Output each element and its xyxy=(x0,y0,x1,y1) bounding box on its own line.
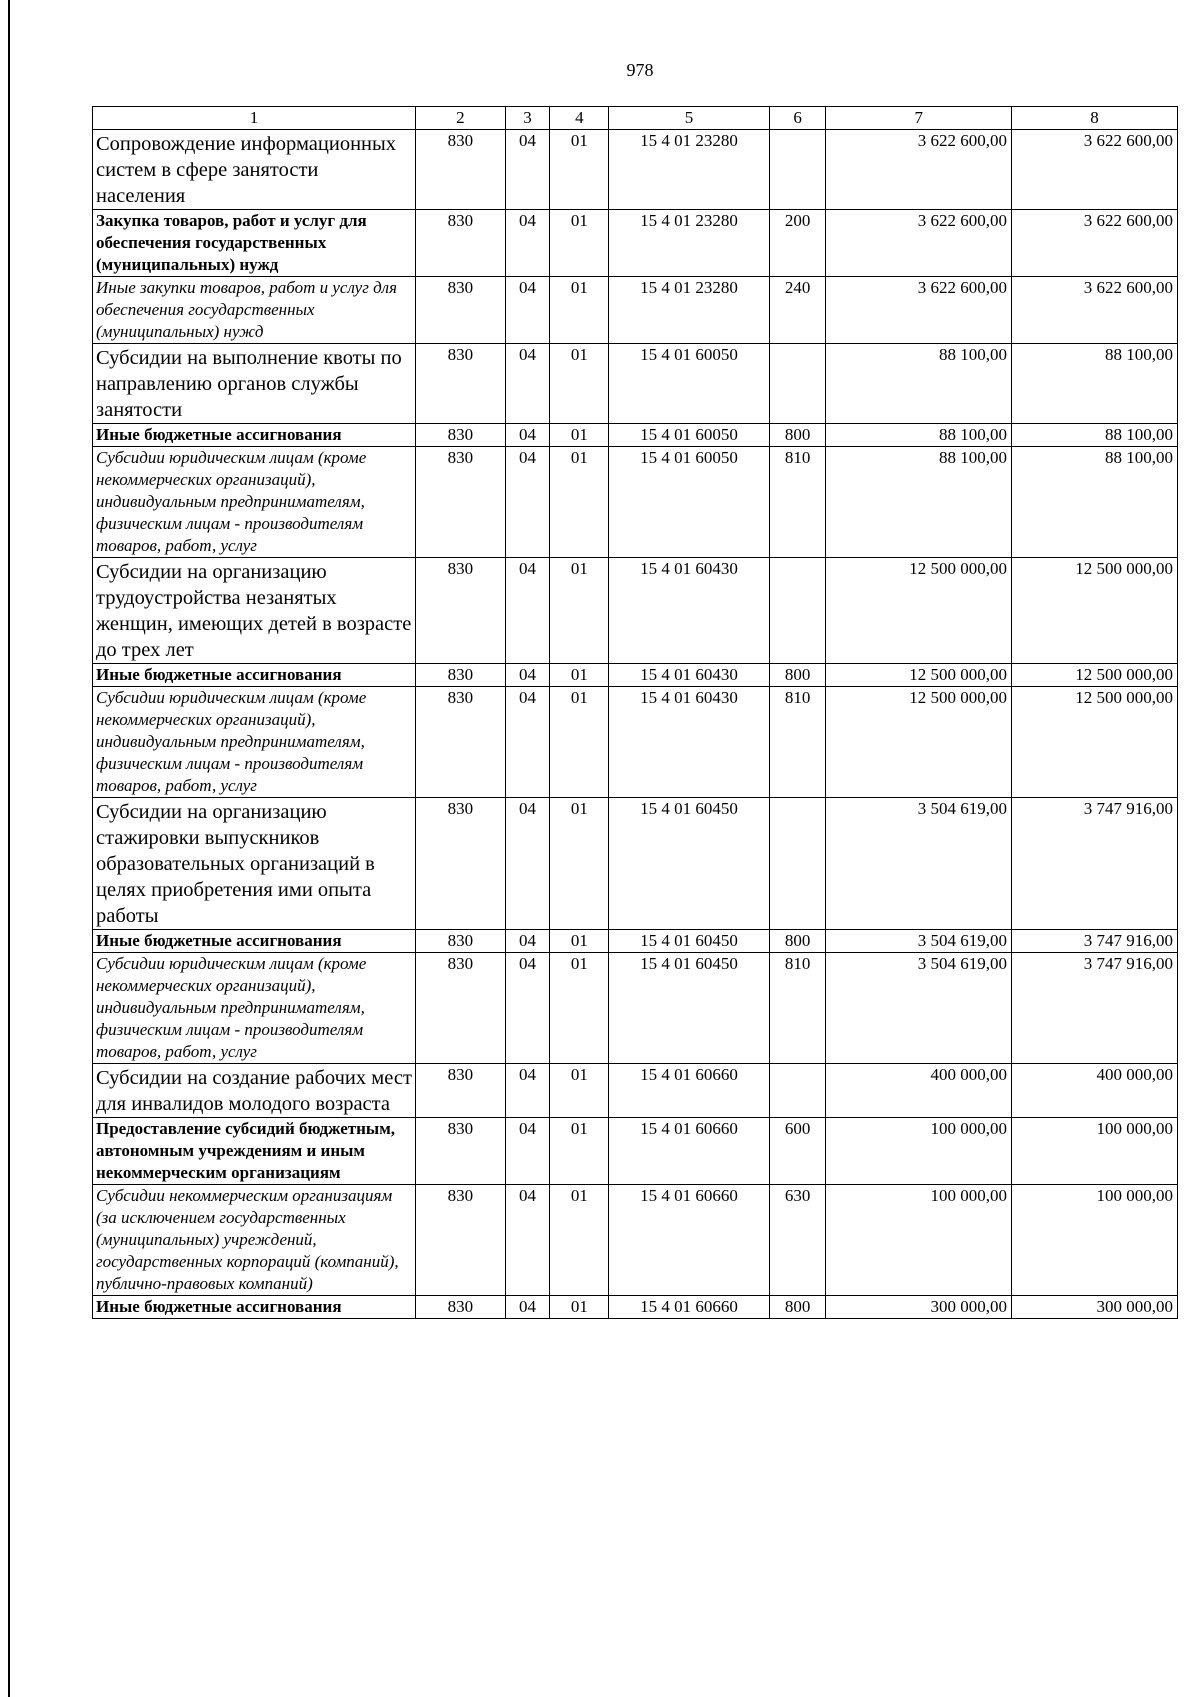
section-cell: 04 xyxy=(505,1118,550,1185)
table-row xyxy=(93,1118,1178,1185)
amount-year1-cell: 12 500 000,00 xyxy=(826,687,1012,798)
ministry-code-cell: 830 xyxy=(416,953,506,1064)
expense-type-cell: 800 xyxy=(769,424,826,447)
target-article-cell: 15 4 01 60050 xyxy=(609,424,769,447)
expense-type-cell: 810 xyxy=(769,447,826,558)
amount-year1-cell: 3 504 619,00 xyxy=(826,798,1012,930)
header-cell: 4 xyxy=(550,107,609,130)
amount-year1-cell: 88 100,00 xyxy=(826,424,1012,447)
expense-type-cell xyxy=(769,344,826,424)
amount-year1-cell: 100 000,00 xyxy=(826,1118,1012,1185)
amount-year2-cell: 3 622 600,00 xyxy=(1012,130,1178,210)
amount-year2-cell: 3 747 916,00 xyxy=(1012,930,1178,953)
subsection-cell: 01 xyxy=(550,130,609,210)
section-cell: 04 xyxy=(505,798,550,930)
amount-year1-cell: 3 504 619,00 xyxy=(826,930,1012,953)
section-cell: 04 xyxy=(505,1064,550,1118)
ministry-code-cell: 830 xyxy=(416,130,506,210)
target-article-cell: 15 4 01 60050 xyxy=(609,447,769,558)
header-cell: 5 xyxy=(609,107,769,130)
header-cell: 1 xyxy=(93,107,416,130)
section-cell: 04 xyxy=(505,1185,550,1296)
amount-year1-cell: 3 622 600,00 xyxy=(826,277,1012,344)
target-article-cell: 15 4 01 23280 xyxy=(609,277,769,344)
section-cell: 04 xyxy=(505,687,550,798)
table-row xyxy=(93,1064,1178,1118)
row-name-cell: Субсидии на выполнение квоты по направлению органов службы занятости xyxy=(93,344,416,424)
section-cell: 04 xyxy=(505,130,550,210)
table-row xyxy=(93,1296,1178,1319)
expense-type-cell xyxy=(769,798,826,930)
expense-type-cell: 800 xyxy=(769,930,826,953)
subsection-cell: 01 xyxy=(550,1064,609,1118)
expense-type-cell: 240 xyxy=(769,277,826,344)
amount-year2-cell: 300 000,00 xyxy=(1012,1296,1178,1319)
amount-year1-cell: 400 000,00 xyxy=(826,1064,1012,1118)
ministry-code-cell: 830 xyxy=(416,687,506,798)
amount-year2-cell: 88 100,00 xyxy=(1012,424,1178,447)
section-cell: 04 xyxy=(505,1296,550,1319)
subsection-cell: 01 xyxy=(550,930,609,953)
row-name-cell: Субсидии юридическим лицам (кроме некоммерческих организаций), индивидуальным предпринимателям, физическим лицам - производителям товаров, работ, услуг xyxy=(93,687,416,798)
subsection-cell: 01 xyxy=(550,277,609,344)
amount-year1-cell: 88 100,00 xyxy=(826,447,1012,558)
ministry-code-cell: 830 xyxy=(416,447,506,558)
subsection-cell: 01 xyxy=(550,447,609,558)
amount-year2-cell: 88 100,00 xyxy=(1012,447,1178,558)
expense-type-cell: 200 xyxy=(769,210,826,277)
amount-year2-cell: 100 000,00 xyxy=(1012,1118,1178,1185)
header-cell: 6 xyxy=(769,107,826,130)
ministry-code-cell: 830 xyxy=(416,930,506,953)
ministry-code-cell: 830 xyxy=(416,344,506,424)
expense-type-cell xyxy=(769,1064,826,1118)
amount-year1-cell: 300 000,00 xyxy=(826,1296,1012,1319)
target-article-cell: 15 4 01 60430 xyxy=(609,558,769,664)
row-name-cell: Иные бюджетные ассигнования xyxy=(93,930,416,953)
table-row xyxy=(93,1185,1178,1296)
table-row xyxy=(93,558,1178,664)
amount-year1-cell: 12 500 000,00 xyxy=(826,558,1012,664)
amount-year2-cell: 100 000,00 xyxy=(1012,1185,1178,1296)
row-name-cell: Субсидии на создание рабочих мест для инвалидов молодого возраста xyxy=(93,1064,416,1118)
section-cell: 04 xyxy=(505,277,550,344)
target-article-cell: 15 4 01 23280 xyxy=(609,210,769,277)
row-name-cell: Субсидии юридическим лицам (кроме некоммерческих организаций), индивидуальным предпринимателям, физическим лицам - производителям товаров, работ, услуг xyxy=(93,953,416,1064)
target-article-cell: 15 4 01 60450 xyxy=(609,930,769,953)
row-name-cell: Иные бюджетные ассигнования xyxy=(93,1296,416,1319)
target-article-cell: 15 4 01 60430 xyxy=(609,687,769,798)
table-row xyxy=(93,344,1178,424)
amount-year2-cell: 3 622 600,00 xyxy=(1012,210,1178,277)
row-name-cell: Субсидии на организацию стажировки выпускников образовательных организаций в целях приобретения ими опыта работы xyxy=(93,798,416,930)
budget-table xyxy=(92,106,1178,1319)
header-cell: 2 xyxy=(416,107,506,130)
ministry-code-cell: 830 xyxy=(416,210,506,277)
subsection-cell: 01 xyxy=(550,1296,609,1319)
amount-year1-cell: 12 500 000,00 xyxy=(826,664,1012,687)
target-article-cell: 15 4 01 60660 xyxy=(609,1064,769,1118)
table-header-row xyxy=(93,107,1178,130)
subsection-cell: 01 xyxy=(550,210,609,277)
target-article-cell: 15 4 01 60450 xyxy=(609,953,769,1064)
target-article-cell: 15 4 01 60660 xyxy=(609,1185,769,1296)
amount-year1-cell: 3 504 619,00 xyxy=(826,953,1012,1064)
amount-year2-cell: 88 100,00 xyxy=(1012,344,1178,424)
ministry-code-cell: 830 xyxy=(416,798,506,930)
ministry-code-cell: 830 xyxy=(416,1118,506,1185)
amount-year1-cell: 88 100,00 xyxy=(826,344,1012,424)
amount-year2-cell: 3 747 916,00 xyxy=(1012,953,1178,1064)
expense-type-cell: 810 xyxy=(769,687,826,798)
header-cell: 3 xyxy=(505,107,550,130)
subsection-cell: 01 xyxy=(550,344,609,424)
expense-type-cell: 600 xyxy=(769,1118,826,1185)
expense-type-cell xyxy=(769,558,826,664)
amount-year1-cell: 3 622 600,00 xyxy=(826,130,1012,210)
table-row xyxy=(93,210,1178,277)
expense-type-cell xyxy=(769,130,826,210)
table-row xyxy=(93,664,1178,687)
amount-year2-cell: 3 747 916,00 xyxy=(1012,798,1178,930)
row-name-cell: Закупка товаров, работ и услуг для обеспечения государственных (муниципальных) нужд xyxy=(93,210,416,277)
target-article-cell: 15 4 01 60430 xyxy=(609,664,769,687)
page-number: 978 xyxy=(626,60,654,80)
ministry-code-cell: 830 xyxy=(416,1296,506,1319)
row-name-cell: Иные закупки товаров, работ и услуг для обеспечения государственных (муниципальных) нужд xyxy=(93,277,416,344)
section-cell: 04 xyxy=(505,447,550,558)
section-cell: 04 xyxy=(505,953,550,1064)
section-cell: 04 xyxy=(505,344,550,424)
target-article-cell: 15 4 01 23280 xyxy=(609,130,769,210)
ministry-code-cell: 830 xyxy=(416,1185,506,1296)
expense-type-cell: 800 xyxy=(769,664,826,687)
table-row xyxy=(93,277,1178,344)
table-row xyxy=(93,953,1178,1064)
amount-year2-cell: 12 500 000,00 xyxy=(1012,687,1178,798)
table-row xyxy=(93,798,1178,930)
section-cell: 04 xyxy=(505,424,550,447)
row-name-cell: Субсидии юридическим лицам (кроме некоммерческих организаций), индивидуальным предпринимателям, физическим лицам - производителям товаров, работ, услуг xyxy=(93,447,416,558)
amount-year1-cell: 3 622 600,00 xyxy=(826,210,1012,277)
subsection-cell: 01 xyxy=(550,664,609,687)
subsection-cell: 01 xyxy=(550,1118,609,1185)
row-name-cell: Предоставление субсидий бюджетным, автономным учреждениям и иным некоммерческим организациям xyxy=(93,1118,416,1185)
ministry-code-cell: 830 xyxy=(416,558,506,664)
row-name-cell: Сопровождение информационных систем в сфере занятости населения xyxy=(93,130,416,210)
header-cell: 8 xyxy=(1012,107,1178,130)
section-cell: 04 xyxy=(505,664,550,687)
amount-year2-cell: 3 622 600,00 xyxy=(1012,277,1178,344)
row-name-cell: Субсидии на организацию трудоустройства незанятых женщин, имеющих детей в возрасте до трех лет xyxy=(93,558,416,664)
header-cell: 7 xyxy=(826,107,1012,130)
row-name-cell: Иные бюджетные ассигнования xyxy=(93,424,416,447)
subsection-cell: 01 xyxy=(550,687,609,798)
amount-year2-cell: 12 500 000,00 xyxy=(1012,664,1178,687)
table-row xyxy=(93,687,1178,798)
target-article-cell: 15 4 01 60450 xyxy=(609,798,769,930)
table-row xyxy=(93,424,1178,447)
subsection-cell: 01 xyxy=(550,1185,609,1296)
subsection-cell: 01 xyxy=(550,953,609,1064)
table-row xyxy=(93,447,1178,558)
amount-year2-cell: 400 000,00 xyxy=(1012,1064,1178,1118)
expense-type-cell: 630 xyxy=(769,1185,826,1296)
target-article-cell: 15 4 01 60050 xyxy=(609,344,769,424)
target-article-cell: 15 4 01 60660 xyxy=(609,1118,769,1185)
row-name-cell: Иные бюджетные ассигнования xyxy=(93,664,416,687)
section-cell: 04 xyxy=(505,210,550,277)
ministry-code-cell: 830 xyxy=(416,1064,506,1118)
section-cell: 04 xyxy=(505,558,550,664)
target-article-cell: 15 4 01 60660 xyxy=(609,1296,769,1319)
expense-type-cell: 810 xyxy=(769,953,826,1064)
section-cell: 04 xyxy=(505,930,550,953)
subsection-cell: 01 xyxy=(550,798,609,930)
ministry-code-cell: 830 xyxy=(416,664,506,687)
subsection-cell: 01 xyxy=(550,424,609,447)
ministry-code-cell: 830 xyxy=(416,424,506,447)
table-row xyxy=(93,930,1178,953)
page-left-border xyxy=(8,0,10,1697)
subsection-cell: 01 xyxy=(550,558,609,664)
expense-type-cell: 800 xyxy=(769,1296,826,1319)
table-row xyxy=(93,130,1178,210)
ministry-code-cell: 830 xyxy=(416,277,506,344)
amount-year2-cell: 12 500 000,00 xyxy=(1012,558,1178,664)
amount-year1-cell: 100 000,00 xyxy=(826,1185,1012,1296)
row-name-cell: Субсидии некоммерческим организациям (за исключением государственных (муниципальных) учреждений, государственных корпораций (компаний), публично-правовых компаний) xyxy=(93,1185,416,1296)
